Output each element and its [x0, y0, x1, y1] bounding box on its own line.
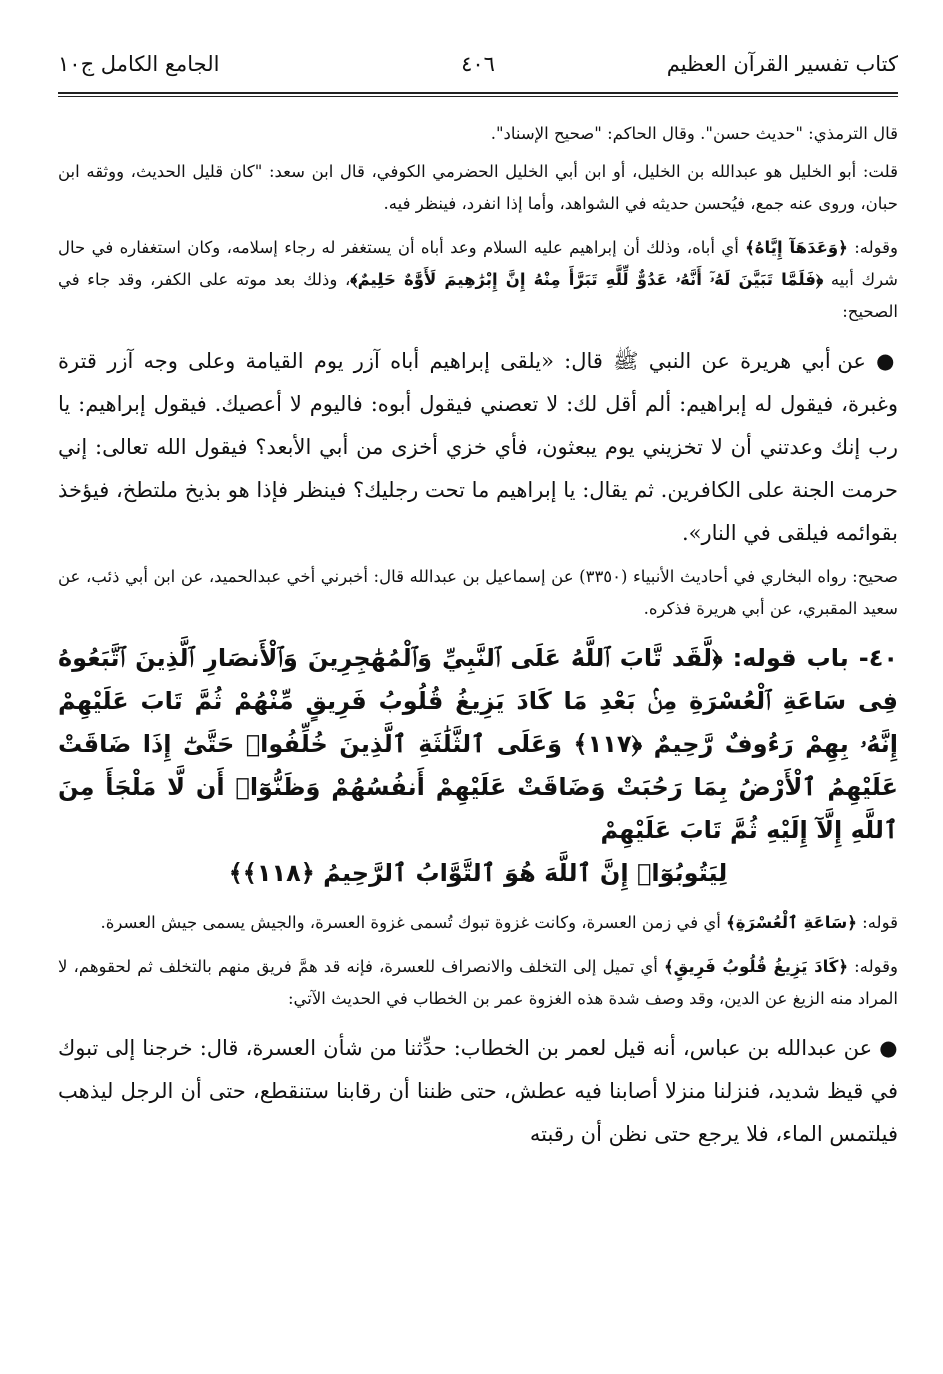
- narrator-note: قلت: أبو الخليل هو عبدالله بن الخليل، أو ابن أبي الخليل الحضرمي الكوفي، قال ابن سعد: "كان قليل الحديث، ووثقه ابن حبان، وروى عنه جمع، فيُحسن حديثه في الشواهد، وأما إذا انفرد، فينظر فيه.: [58, 162, 898, 213]
- commentary-paragraph-2: [58, 907, 898, 939]
- hadith-source: صحيح: رواه البخاري في أحاديث الأنبياء (٣٣٥٠) عن إسماعيل بن عبدالله قال: أخبرني أخي عبدالحميد، عن ابن أبي ذئب، عن سعيد المقبري، عن أبي هريرة فذكره.: [58, 567, 899, 618]
- header-rule: [58, 92, 898, 94]
- page-header: [58, 40, 898, 98]
- page-number: ٤٠٦: [461, 52, 495, 76]
- quran-quote: ﴿وَعَدَهَآ إِيَّاهُ﴾: [745, 238, 848, 257]
- volume-title: الجامع الكامل ج١٠: [58, 52, 220, 76]
- commentary-paragraph-1: [58, 232, 898, 328]
- chapter-40-verse-end: [58, 852, 898, 895]
- commentary-text: أي في زمن العسرة، وكانت غزوة تبوك تُسمى غزوة العسرة، والجيش يسمى جيش العسرة.: [100, 913, 727, 932]
- book-title: كتاب تفسير القرآن العظيم: [666, 52, 898, 76]
- hadith-ibn-abbas: [58, 1027, 898, 1156]
- chapter-40-verses: [58, 637, 898, 852]
- quran-quote: ﴿كَادَ يَزِيغُ قُلُوبُ فَرِيقٍ﴾: [663, 957, 849, 976]
- book-page: [58, 40, 898, 1360]
- commentary-text: وقوله:: [848, 957, 898, 976]
- commentary-text: وقوله:: [847, 238, 899, 257]
- chapter-heading: ٤٠- باب قوله:: [722, 644, 899, 672]
- quran-quote: ﴿سَاعَةِ ٱلْعُسْرَةِ﴾: [726, 913, 857, 932]
- commentary-text: قوله:: [856, 913, 898, 932]
- commentary-paragraph-3: [58, 951, 898, 1015]
- hadith-text: عن أبي هريرة عن النبي ﷺ قال: «يلقى إبراهيم أباه آزر يوم القيامة وعلى وجه آزر قترة وغبرة، فيقول له إبراهيم: ألم أقل لك: لا تعصني فيقول أبوه: فاليوم لا أعصيك. فيقول إبراهيم: يا رب إنك وعدتني أن لا تخزيني يوم يبعثون، فأي خزي أخزى من أبي الأبعد؟ فيقول الله تعالى: إني حرمت الجنة على الكافرين. ثم يقال: يا إبراهيم ما تحت رجليك؟ فينظر فإذا هو بذيخ ملتطخ، فيؤخذ بقوائمه فيلقى في النار».: [58, 349, 898, 545]
- quran-verses: ﴿لَّقَد تَّابَ ٱللَّهُ عَلَى ٱلنَّبِيِّ وَٱلْمُهَٰجِرِينَ وَٱلْأَنصَارِ ٱلَّذِينَ ٱتَّبَعُوهُ فِى سَاعَةِ ٱلْعُسْرَةِ مِنۢ بَعْدِ مَا كَادَ يَزِيغُ قُلُوبُ فَرِيقٍ مِّنْهُمْ ثُمَّ تَابَ عَلَيْهِمْ إِنَّهُۥ بِهِمْ رَءُوفٌ رَّحِيمٌ ﴿١١٧﴾ وَعَلَى ٱلثَّلَٰثَةِ ٱلَّذِينَ خُلِّفُوا۟ حَتَّىٰٓ إِذَا ضَاقَتْ عَلَيْهِمُ ٱلْأَرْضُ بِمَا رَحُبَتْ وَضَاقَتْ عَلَيْهِمْ أَنفُسُهُمْ وَظَنُّوٓا۟ أَن لَّا مَلْجَأَ مِنَ ٱللَّهِ إِلَّآ إِلَيْهِ ثُمَّ تَابَ عَلَيْهِمْ: [58, 644, 898, 844]
- commentary-text: ، وذلك بعد موته على الكفر، وقد جاء في الصحيح:: [58, 270, 898, 321]
- tirmidhi-grading: قال الترمذي: "حديث حسن". وقال الحاكم: "صحيح الإسناد".: [490, 124, 898, 143]
- bullet-icon: ●: [879, 1036, 898, 1060]
- header-rule-thin: [58, 96, 898, 97]
- commentary-text: أي أباه، وذلك أن إبراهيم عليه السلام وعد أباه أن يستغفر له رجاء إسلامه، وكان استغفاره في حال شرك أبيه: [58, 238, 898, 289]
- quran-verse-end: لِيَتُوبُوٓا۟ إِنَّ ٱللَّهَ هُوَ ٱلتَّوَّابُ ٱلرَّحِيمُ ﴿١١٨﴾﴾: [228, 859, 728, 887]
- hadith-abu-hurayrah: [58, 340, 898, 555]
- commentary-text: أي تميل إلى التخلف والانصراف للعسرة، فإنه قد همَّ فريق منهم بالتخلف ثم لحقوهم، لا المراد منه الزيغ عن الدين، وقد وصف شدة هذه الغزوة عمر بن الخطاب في الحديث الآتي:: [58, 957, 898, 1008]
- bullet-icon: ●: [876, 349, 898, 373]
- quran-quote: ﴿فَلَمَّا تَبَيَّنَ لَهُۥٓ أَنَّهُۥ عَدُوٌّ لِّلَّهِ تَبَرَّأَ مِنْهُ إِنَّ إِبْرَٰهِيمَ لَأَوَّٰهٌ حَلِيمٌ﴾: [350, 270, 824, 289]
- hadith-text: عن عبدالله بن عباس، أنه قيل لعمر بن الخطاب: حدِّثنا من شأن العسرة، قال: خرجنا إلى تبوك في قيظ شديد، فنزلنا منزلا أصابنا فيه عطش، حتى ظننا أن رقابنا ستنقطع، حتى أن الرجل ليذهب فيلتمس الماء، فلا يرجع حتى نظن أن رقبته: [58, 1036, 898, 1146]
